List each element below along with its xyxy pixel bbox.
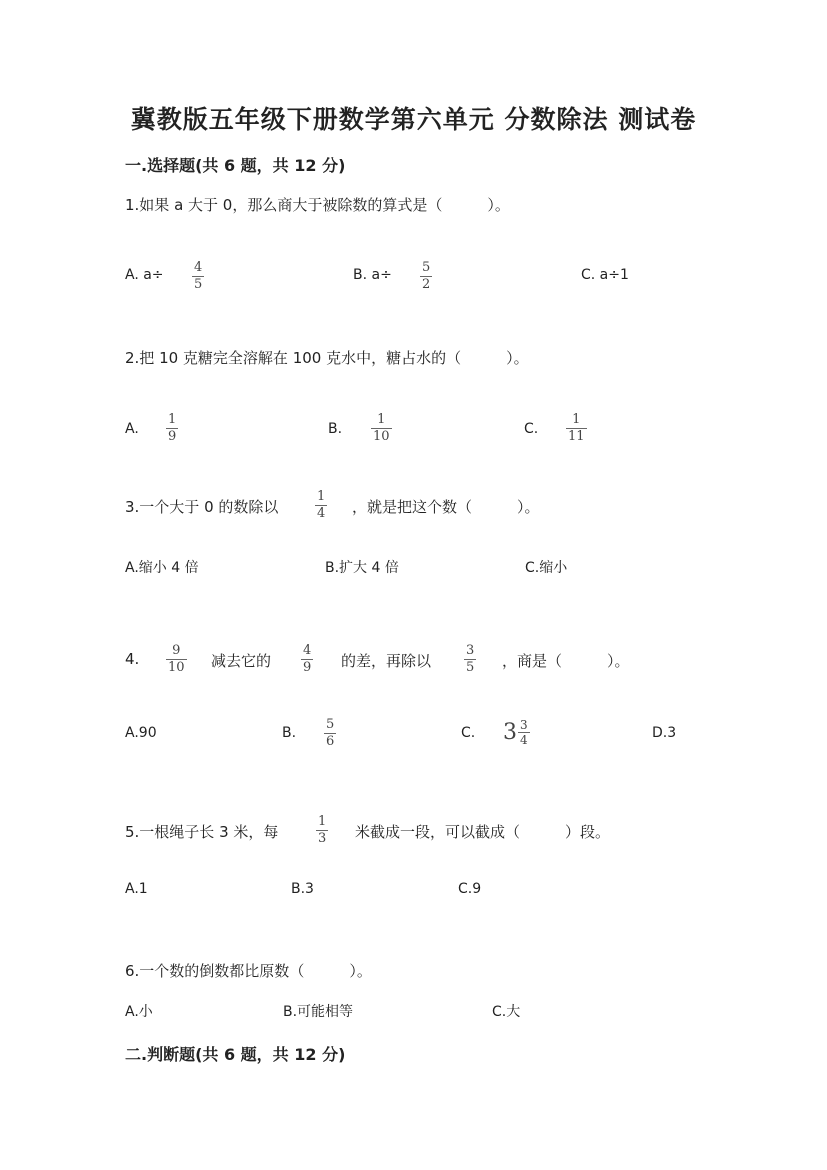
q5-fraction bbox=[316, 815, 328, 846]
question-3-text-start: 3.一个大于 0 的数除以 bbox=[125, 498, 279, 516]
q6-option-a-label: A.小 bbox=[125, 1004, 153, 1020]
denominator: 11 bbox=[568, 429, 585, 444]
q4-fraction-1 bbox=[166, 644, 187, 675]
q4-option-d-label: D.3 bbox=[652, 725, 677, 741]
question-5-text-start: 5.一根绳子长 3 米，每 bbox=[125, 823, 279, 841]
numerator: 5 bbox=[326, 717, 335, 732]
q5-option-c-label: C.9 bbox=[458, 881, 482, 897]
numerator: 1 bbox=[318, 814, 327, 829]
denominator: 9 bbox=[168, 429, 177, 444]
numerator: 4 bbox=[194, 260, 203, 275]
denominator: 3 bbox=[318, 831, 327, 846]
q2-option-c-fraction bbox=[566, 413, 587, 444]
question-2-text: 2.把 10 克糖完全溶解在 100 克水中，糖占水的（ ）。 bbox=[125, 349, 529, 367]
q3-option-b-label: B.扩大 4 倍 bbox=[325, 560, 399, 576]
q2-option-b-label: B. bbox=[328, 421, 343, 437]
numerator: 1 bbox=[572, 412, 581, 427]
q4-option-c-label: C. bbox=[461, 725, 476, 741]
q6-option-c-label: C.大 bbox=[492, 1004, 521, 1020]
q3-option-a-label: A.缩小 4 倍 bbox=[125, 560, 199, 576]
denominator: 10 bbox=[168, 660, 185, 675]
q4-fraction-2 bbox=[301, 644, 313, 675]
q3-option-c-label: C.缩小 bbox=[525, 560, 568, 576]
q4-option-b-fraction bbox=[324, 718, 336, 749]
question-5-text-end: 米截成一段，可以截成（ ）段。 bbox=[355, 823, 611, 841]
section-heading-judgement: 二.判断题(共 6 题，共 12 分) bbox=[125, 1045, 346, 1064]
q1-option-a-label: A. a÷ bbox=[125, 267, 164, 283]
question-4-number: 4. bbox=[125, 650, 140, 668]
q2-option-a-label: A. bbox=[125, 421, 139, 437]
page-title: 冀教版五年级下册数学第六单元 分数除法 测试卷 bbox=[130, 105, 697, 134]
q4-option-a-label: A.90 bbox=[125, 725, 157, 741]
q2-option-a-fraction bbox=[166, 413, 178, 444]
denominator: 2 bbox=[422, 277, 431, 292]
q1-option-c-label: C. a÷1 bbox=[581, 267, 629, 283]
q2-option-b-fraction bbox=[371, 413, 392, 444]
numerator: 9 bbox=[172, 643, 181, 658]
q2-option-c-label: C. bbox=[524, 421, 539, 437]
denominator: 5 bbox=[466, 660, 475, 675]
question-6-text: 6.一个数的倒数都比原数（ ）。 bbox=[125, 962, 372, 980]
q1-option-b-fraction bbox=[420, 261, 432, 292]
section-heading-choice: 一.选择题(共 6 题，共 12 分) bbox=[125, 156, 346, 175]
q5-option-a-label: A.1 bbox=[125, 881, 148, 897]
numerator: 4 bbox=[303, 643, 312, 658]
q5-option-b-label: B.3 bbox=[291, 881, 314, 897]
question-4-text-2: 的差，再除以 bbox=[341, 652, 432, 670]
q6-option-b-label: B.可能相等 bbox=[283, 1004, 354, 1020]
numerator: 5 bbox=[422, 260, 431, 275]
numerator: 1 bbox=[168, 412, 177, 427]
numerator: 3 bbox=[520, 718, 528, 732]
q3-fraction bbox=[315, 490, 327, 521]
q1-option-a-fraction bbox=[192, 261, 204, 292]
numerator: 3 bbox=[466, 643, 475, 658]
denominator: 6 bbox=[326, 734, 335, 749]
denominator: 5 bbox=[194, 277, 203, 292]
fraction-part bbox=[518, 719, 530, 746]
denominator: 4 bbox=[317, 506, 326, 521]
denominator: 9 bbox=[303, 660, 312, 675]
question-3-text-end: ，就是把这个数（ ）。 bbox=[352, 498, 540, 516]
whole-part: 3 bbox=[503, 720, 517, 745]
denominator: 4 bbox=[520, 733, 528, 747]
question-1-text: 1.如果 a 大于 0，那么商大于被除数的算式是（ ）。 bbox=[125, 196, 510, 214]
question-4-text-1: 减去它的 bbox=[211, 652, 272, 670]
question-4-text-3: ，商是（ ）。 bbox=[502, 652, 630, 670]
numerator: 1 bbox=[317, 489, 326, 504]
q4-option-b-label: B. bbox=[282, 725, 297, 741]
q1-option-b-label: B. a÷ bbox=[353, 267, 392, 283]
numerator: 1 bbox=[377, 412, 386, 427]
denominator: 10 bbox=[373, 429, 390, 444]
q4-fraction-3 bbox=[464, 644, 476, 675]
q4-option-c-mixed-number bbox=[503, 719, 530, 746]
